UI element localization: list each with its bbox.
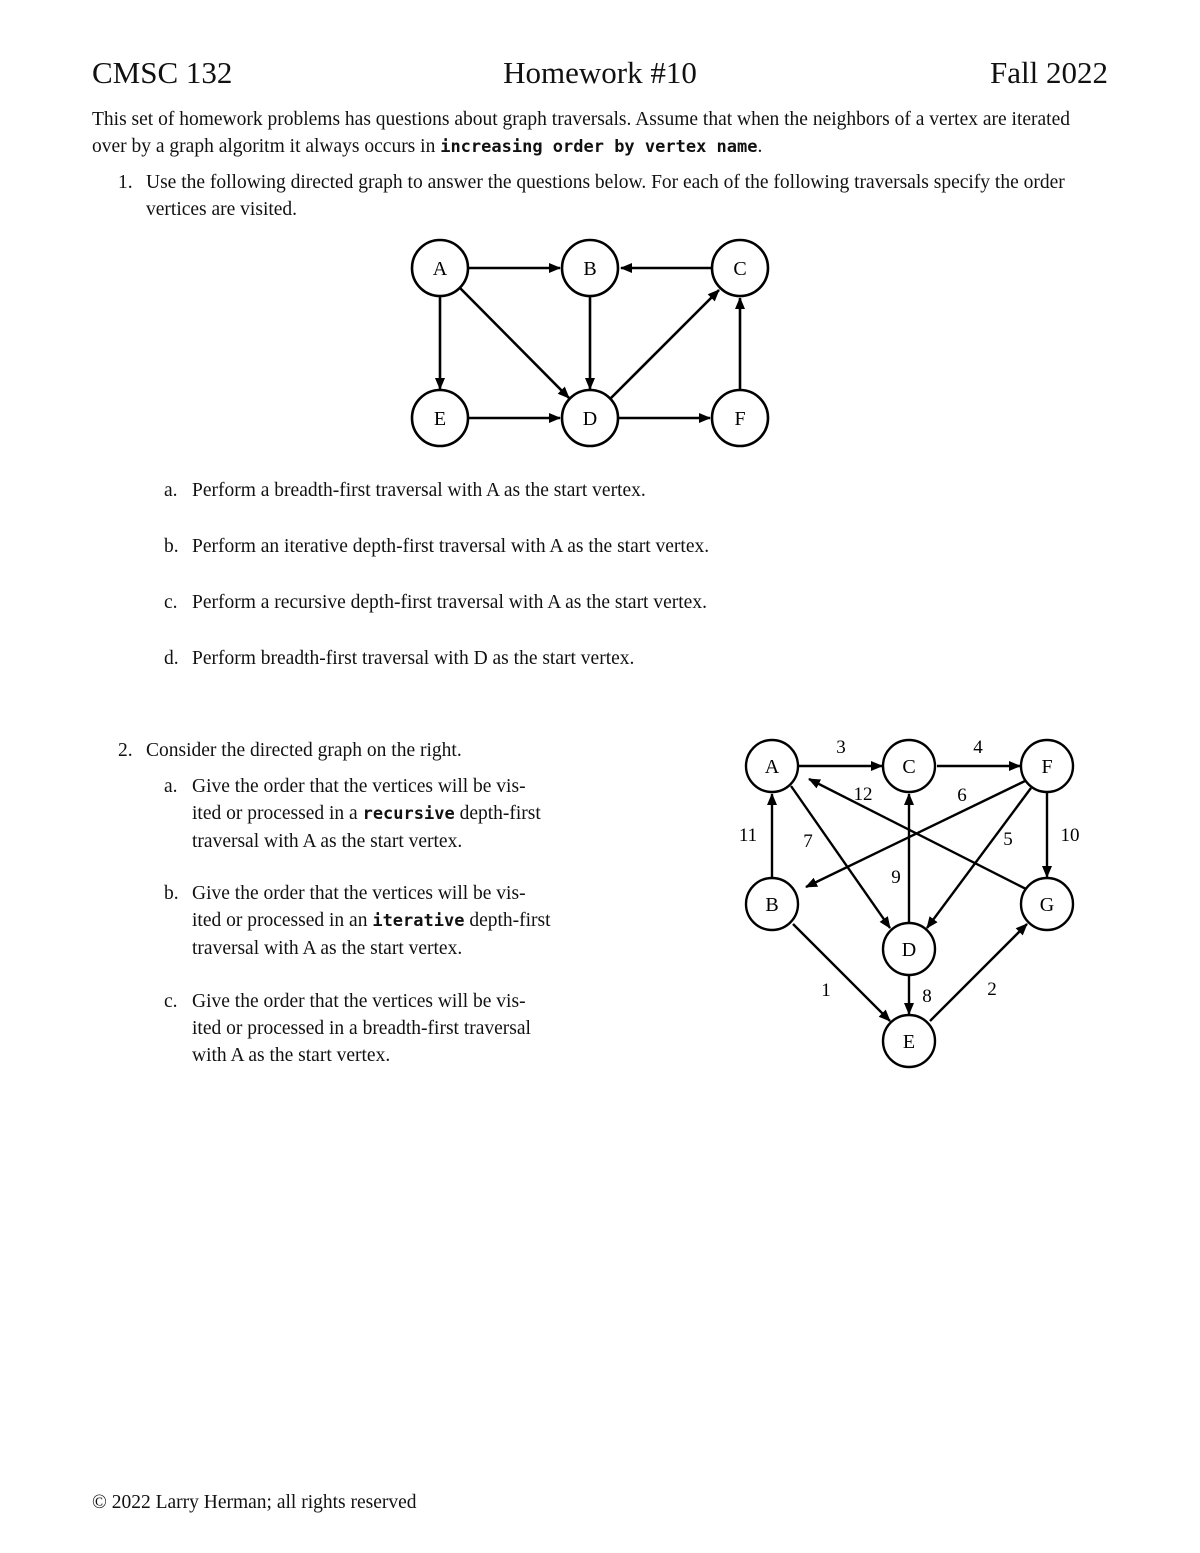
page-title: Homework #10: [503, 55, 697, 90]
course-code: CMSC 132: [92, 55, 233, 90]
q2c-line3: with A as the start vertex.: [192, 1045, 391, 1066]
intro-text: This set of homework problems has questions about graph traversals. Assume that when the neighbors of a vertex are iterated over by a graph algoritm it always occurs in: [92, 109, 1070, 157]
q2c-line1: Give the order that the vertices will be vis-: [192, 991, 526, 1012]
intro-paragraph: [92, 106, 1108, 161]
term-label: Fall 2022: [990, 55, 1108, 90]
q2b-line2-text: ited or processed in an: [192, 910, 373, 931]
node-label-a: A: [764, 756, 780, 778]
weight-f-b: 6: [957, 785, 967, 806]
edge-a-d: [460, 288, 569, 398]
q2-graph: [730, 728, 1090, 1073]
q2a-letter: a.: [164, 776, 178, 797]
intro-period: .: [757, 136, 763, 157]
node-label-b: B: [765, 894, 779, 916]
q2a-text: [192, 773, 612, 855]
q2a-line2-end: depth-first: [454, 803, 541, 824]
node-label-f: F: [734, 408, 746, 430]
edge-d-c: [611, 290, 719, 398]
q2-number: 2.: [118, 740, 133, 761]
node-label-c: C: [902, 756, 916, 778]
copyright-footer: © 2022 Larry Herman; all rights reserved: [92, 1492, 417, 1513]
weight-c-f: 4: [973, 737, 983, 758]
weight-d-c: 9: [891, 867, 901, 888]
q2b-letter: b.: [164, 883, 179, 904]
intro-emphasis: increasing order by vertex name: [440, 137, 758, 157]
node-label-d: D: [582, 408, 598, 430]
q2b-line2-end: depth-first: [464, 910, 551, 931]
node-label-a: A: [432, 258, 448, 280]
node-label-e: E: [902, 1031, 916, 1053]
edge-a-d: [791, 786, 890, 928]
edge-f-d: [927, 788, 1031, 928]
node-label-f: F: [1041, 756, 1053, 778]
q2a-line1: Give the order that the vertices will be vis-: [192, 776, 526, 797]
node-label-c: C: [733, 258, 747, 280]
weight-e-g: 2: [987, 979, 997, 1000]
q2b-line1: Give the order that the vertices will be vis-: [192, 883, 526, 904]
node-label-b: B: [583, 258, 597, 280]
node-label-d: D: [901, 939, 917, 961]
weight-f-g: 10: [1060, 825, 1080, 846]
q2b-text: [192, 880, 612, 962]
q2a-keyword: recursive: [362, 804, 455, 824]
weight-g-a: 12: [853, 784, 873, 805]
q1a-text: Perform a breadth-first traversal with A as the start vertex.: [192, 480, 646, 501]
weight-f-d: 5: [1003, 829, 1013, 850]
q1-graph: [400, 232, 790, 462]
q2-prompt: Consider the directed graph on the right.: [146, 740, 462, 761]
page-header: [92, 55, 1108, 99]
q2a-line2-text: ited or processed in a: [192, 803, 363, 824]
q1-prompt: Use the following directed graph to answer the questions below. For each of the following traversals specify the order vertices are visited.: [146, 172, 1065, 220]
q1a-letter: a.: [164, 480, 178, 501]
edge-e-g: [930, 924, 1027, 1021]
node-label-e: E: [433, 408, 447, 430]
q2b-keyword: iterative: [372, 911, 465, 931]
q2b-line3: traversal with A as the start vertex.: [192, 938, 463, 959]
q2c-letter: c.: [164, 991, 178, 1012]
q1-number: 1.: [118, 172, 133, 193]
weight-b-e: 1: [821, 980, 831, 1001]
q1d-letter: d.: [164, 648, 179, 669]
weight-b-a: 11: [738, 825, 758, 846]
q2a-line2: [192, 800, 612, 828]
q1b-text: Perform an iterative depth-first traversal with A as the start vertex.: [192, 536, 710, 557]
q1d-text: Perform breadth-first traversal with D as the start vertex.: [192, 648, 635, 669]
q2c-line2: ited or processed in a breadth-first traversal: [192, 1018, 531, 1039]
q1b-letter: b.: [164, 536, 179, 557]
weight-a-d: 7: [803, 831, 813, 852]
weight-a-c: 3: [836, 737, 846, 758]
q1c-letter: c.: [164, 592, 178, 613]
q2a-line3: traversal with A as the start vertex.: [192, 831, 463, 852]
node-label-g: G: [1039, 894, 1055, 916]
q2b-line2: [192, 907, 612, 935]
edge-b-e: [793, 924, 890, 1021]
q1c-text: Perform a recursive depth-first traversal with A as the start vertex.: [192, 592, 707, 613]
q2c-text: [192, 988, 612, 1069]
weight-d-e: 8: [922, 986, 932, 1007]
